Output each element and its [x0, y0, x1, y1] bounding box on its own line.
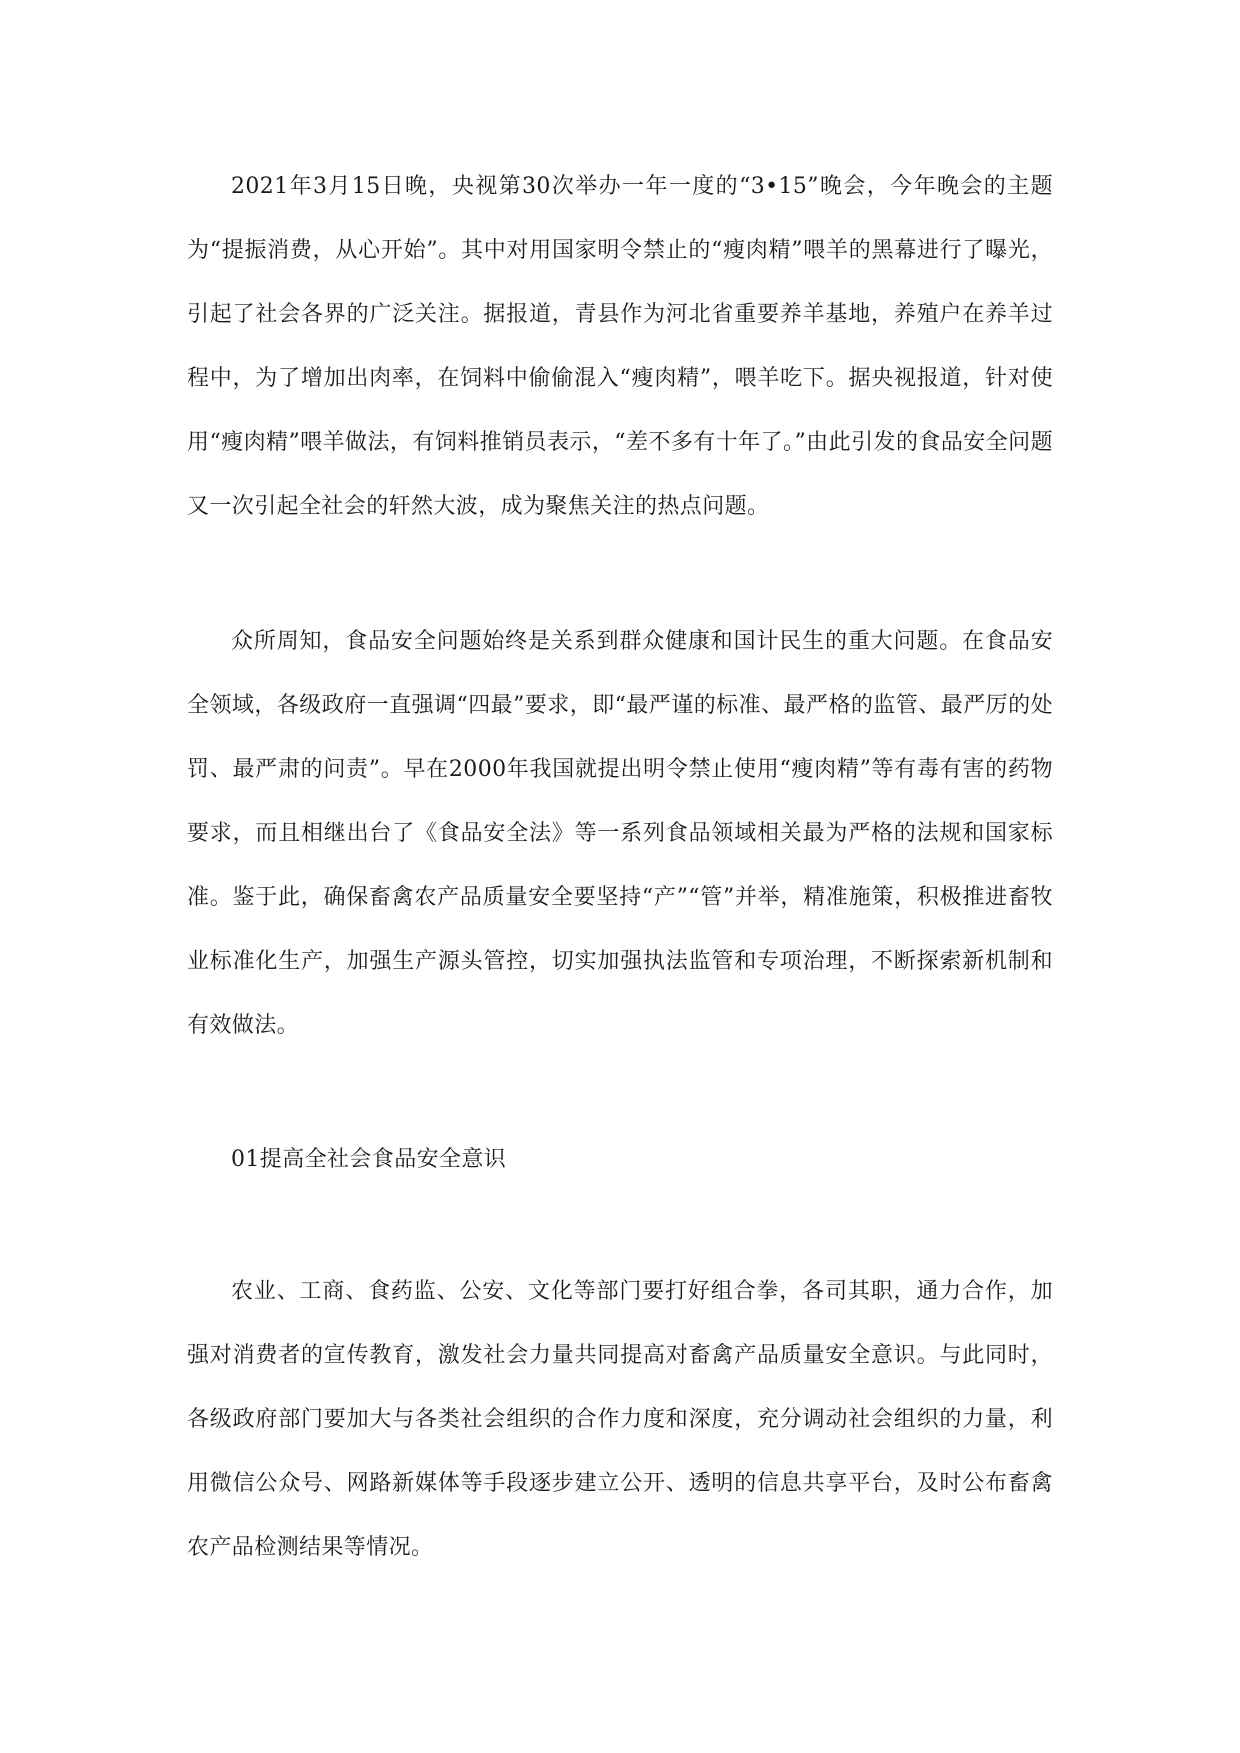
paragraph-background: 众所周知，食品安全问题始终是关系到群众健康和国计民生的重大问题。在食品安全领域，各级政府一直强调“四最”要求，即“最严谨的标准、最严格的监管、最严厉的处罚、最严肃的问责”。早在2000年我国就提出明令禁止使用“瘦肉精”等有毒有害的药物要求，而且相继出台了《食品安全法》等一系列食品领域相关最为严格的法规和国家标准。鉴于此，确保畜禽农产品质量安全要坚持“产”“管”并举，精准施策，积极推进畜牧业标准化生产，加强生产源头管控，切实加强执法监管和专项治理，不断探索新机制和有效做法。	[187, 629, 1053, 1038]
paragraph-intro: 2021年3月15日晚，央视第30次举办一年一度的“3•15”晚会，今年晚会的主题为“提振消费，从心开始”。其中对用国家明令禁止的“瘦肉精”喂羊的黑幕进行了曝光，引起了社会各界的广泛关注。据报道，青县作为河北省重要养羊基地，养殖户在养羊过程中，为了增加出肉率，在饲料中偷偷混入“瘦肉精”，喂羊吃下。据央视报道，针对使用“瘦肉精”喂羊做法，有饲料推销员表示，“差不多有十年了。”由此引发的食品安全问题又一次引起全社会的轩然大波，成为聚焦关注的热点问题。	[187, 174, 1053, 519]
paragraph-section-1: 农业、工商、食药监、公安、文化等部门要打好组合拳，各司其职，通力合作，加强对消费者的宣传教育，激发社会力量共同提高对畜禽产品质量安全意识。与此同时，各级政府部门要加大与各类社会组织的合作力度和深度，充分调动社会组织的力量，利用微信公众号、网路新媒体等手段逐步建立公开、透明的信息共享平台，及时公布畜禽农产品检测结果等情况。	[187, 1279, 1053, 1560]
section-heading: 01提高全社会食品安全意识	[231, 1147, 507, 1172]
